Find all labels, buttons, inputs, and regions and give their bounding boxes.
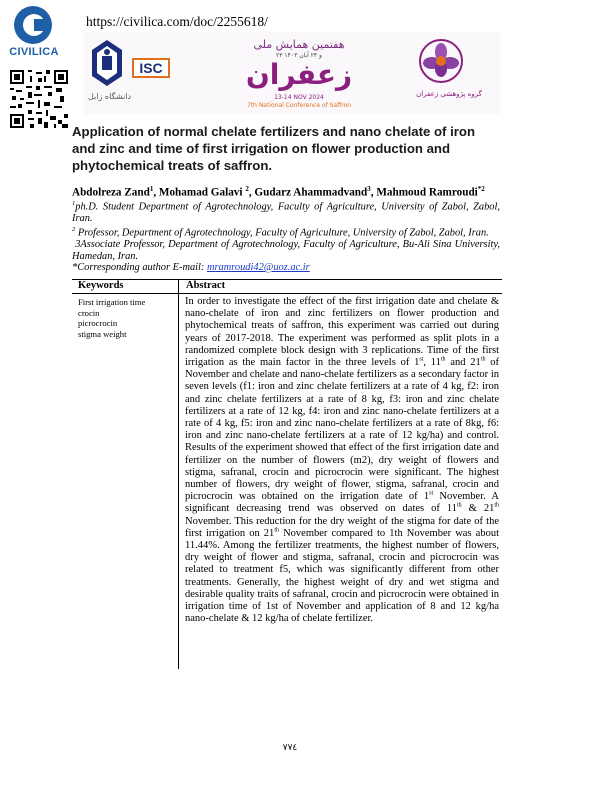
- author-name: Gudarz Ahammadvand: [254, 186, 368, 199]
- author-mark: *2: [477, 185, 485, 193]
- ordinal-suffix: th: [494, 502, 500, 509]
- affiliation-mark: 1: [72, 200, 76, 207]
- ordinal-suffix: st: [429, 490, 434, 497]
- affiliation-mark: 2: [72, 226, 76, 234]
- affiliation-text: Professor, Department of Agrotechnology, Faculty of Agriculture, University of Zabol, Zabol, Iran.: [77, 227, 489, 239]
- affiliation-text: 3Associate Professor, Department of Agrotechnology, Faculty of Agriculture, Bu-Ali Sina University, Hamedan, Iran.: [72, 239, 500, 262]
- affiliation-3: [72, 239, 500, 262]
- abstract-segment: November. A significant decreasing trend was observed on dates of 11: [185, 491, 499, 515]
- civilica-brand-text: CIVILICA: [9, 46, 59, 58]
- table-top-rule: [72, 279, 502, 280]
- conference-name-en: 7th National Conference of Saffron: [246, 102, 352, 109]
- university-logo-icon: [90, 38, 124, 88]
- author-list: Abdolreza Zand$^1$, Mohamad Galavi $^2$, Gudarz Ahammadvand$^3$, Mahmoud Ramroudi$^{*2}$: [72, 185, 485, 199]
- civilica-c-icon: [14, 6, 52, 44]
- author-name: Mohamad Galavi: [158, 186, 243, 199]
- corresponding-author: [72, 262, 500, 273]
- conference-banner: [84, 32, 500, 114]
- abstract-segment: of November and chelate and nano-chelate fertilizers as a secondary factor in seven levels (f1: iron and zinc chelate fertilizers at a rate of 4 kg, f2: iron and zinc chelate fertilizers at a rate of 8 kg, f3: iron and zinc chelate fertilizers at a rate of 12 kg, f4: iron and zinc nano-chelate fertilizers at a rate of 4 kg, f5: iron and zinc nano-chelate fertilizers at a rate of 8kg, f6: iron and zinc nano-chelate fertilizers at a rate of 12 kg/ha) and control. Results of the experiment showed that effect of the first irrigation date and fertilizer on the number of flowers (m2), dry weight of flowers and stigma, safranal, crocin and picrocrocin were significant. The highest number of flowers, dry weight of flower, stigma, safranal, crocin and picrocrocin was obtained on the irrigation date of 1: [185, 357, 499, 503]
- isc-logo: ISC: [132, 58, 170, 78]
- conference-date-en: 13-14 NOV 2024: [274, 94, 324, 101]
- keyword-list: [78, 297, 174, 339]
- corresponding-email-link[interactable]: mramroudi42@uoz.ac.ir: [207, 261, 310, 273]
- affiliation-1: [72, 198, 500, 224]
- keyword-item: stigma weight: [78, 328, 127, 339]
- abstract-heading: Abstract: [186, 280, 226, 291]
- keywords-abstract-table: [72, 279, 502, 669]
- author-name: Mahmoud Ramroudi: [376, 186, 478, 199]
- conference-name-fa: زعفران: [245, 58, 353, 91]
- document-url[interactable]: https://civilica.com/doc/2255618/: [86, 14, 268, 29]
- keyword-item: crocin: [78, 307, 100, 318]
- corresponding-label: *Corresponding author E-mail:: [72, 261, 205, 273]
- civilica-logo[interactable]: [6, 6, 62, 64]
- saffron-flower-logo-icon: [418, 38, 464, 84]
- abstract-segment: November. This reduction for the dry weight of the stigma for date of the first irrigation on 21: [185, 515, 499, 539]
- conference-ordinal: هفتمین همایش ملی: [253, 38, 345, 51]
- abstract-segment: & 21: [461, 503, 495, 515]
- page-number: ٧٧٤: [282, 743, 298, 753]
- qr-code-icon: [10, 70, 68, 128]
- department-name: گروه پژوهشی زعفران: [416, 90, 482, 98]
- keyword-item: picrocrocin: [78, 318, 118, 329]
- abstract-text: [185, 296, 499, 625]
- author-mark: 2: [245, 185, 249, 193]
- keyword-item: First irrigation time: [78, 297, 146, 307]
- abstract-segment: , 11: [423, 357, 441, 369]
- affiliation-2: [72, 224, 500, 239]
- ordinal-suffix: th: [456, 502, 462, 509]
- author-mark: 1: [149, 185, 154, 193]
- abstract-segment: In order to investigate the effect of the first irrigation date and chelate & nano-chelate of iron and zinc fertilizers on flower production and phytochemical treats of saffron, this experiment was carried out during years of 2017-2018. The experiment was performed as split plots in a randomized complete block design with 3 replications. Time of the first irrigation as the main factor in the three levels of 1: [185, 296, 499, 369]
- table-header-rule: [72, 293, 502, 294]
- ordinal-suffix: th: [274, 527, 279, 534]
- university-name: دانشگاه زابل: [88, 92, 132, 101]
- conference-date-fa: ۲۳ و ۲۴ آبان ۱۴۰۳: [276, 52, 322, 59]
- ordinal-suffix: st: [419, 356, 424, 363]
- keywords-heading: Keywords: [78, 280, 124, 291]
- abstract-segment: and 21: [445, 357, 481, 369]
- table-column-divider: [178, 279, 179, 669]
- paper-title: Application of normal chelate fertilizers and nano chelate of iron and zinc and time of first irrigation on flower production and phytochemical treats of saffron.: [72, 124, 476, 173]
- author-mark: 3: [367, 185, 371, 193]
- affiliation-text: ph.D. Student Department of Agrotechnology, Faculty of Agriculture, University of Zabol, Zabol, Iran.: [72, 201, 500, 224]
- author-name: Abdolreza Zand: [72, 186, 150, 199]
- ordinal-suffix: th: [480, 356, 486, 363]
- affiliations: [72, 198, 500, 273]
- abstract-segment: November compared to 1th November was about 11.44%. Among the fertilizer treatments, the highest number of flowers, dry weight of flower and stigma, safranal, crocin and picrocrocin was related to treatment f5, which was significantly different from other treatments. Generally, the highest weight of dry and wet stigma and desirable quality traits of safranal, crocin and picrocrocin were obtained in irrigation time of 1st of November and application of 8 and 12 kg/ha nano-chelate & 12 kg/ha of chelate fertilizer.: [185, 527, 499, 625]
- ordinal-suffix: th: [440, 356, 446, 363]
